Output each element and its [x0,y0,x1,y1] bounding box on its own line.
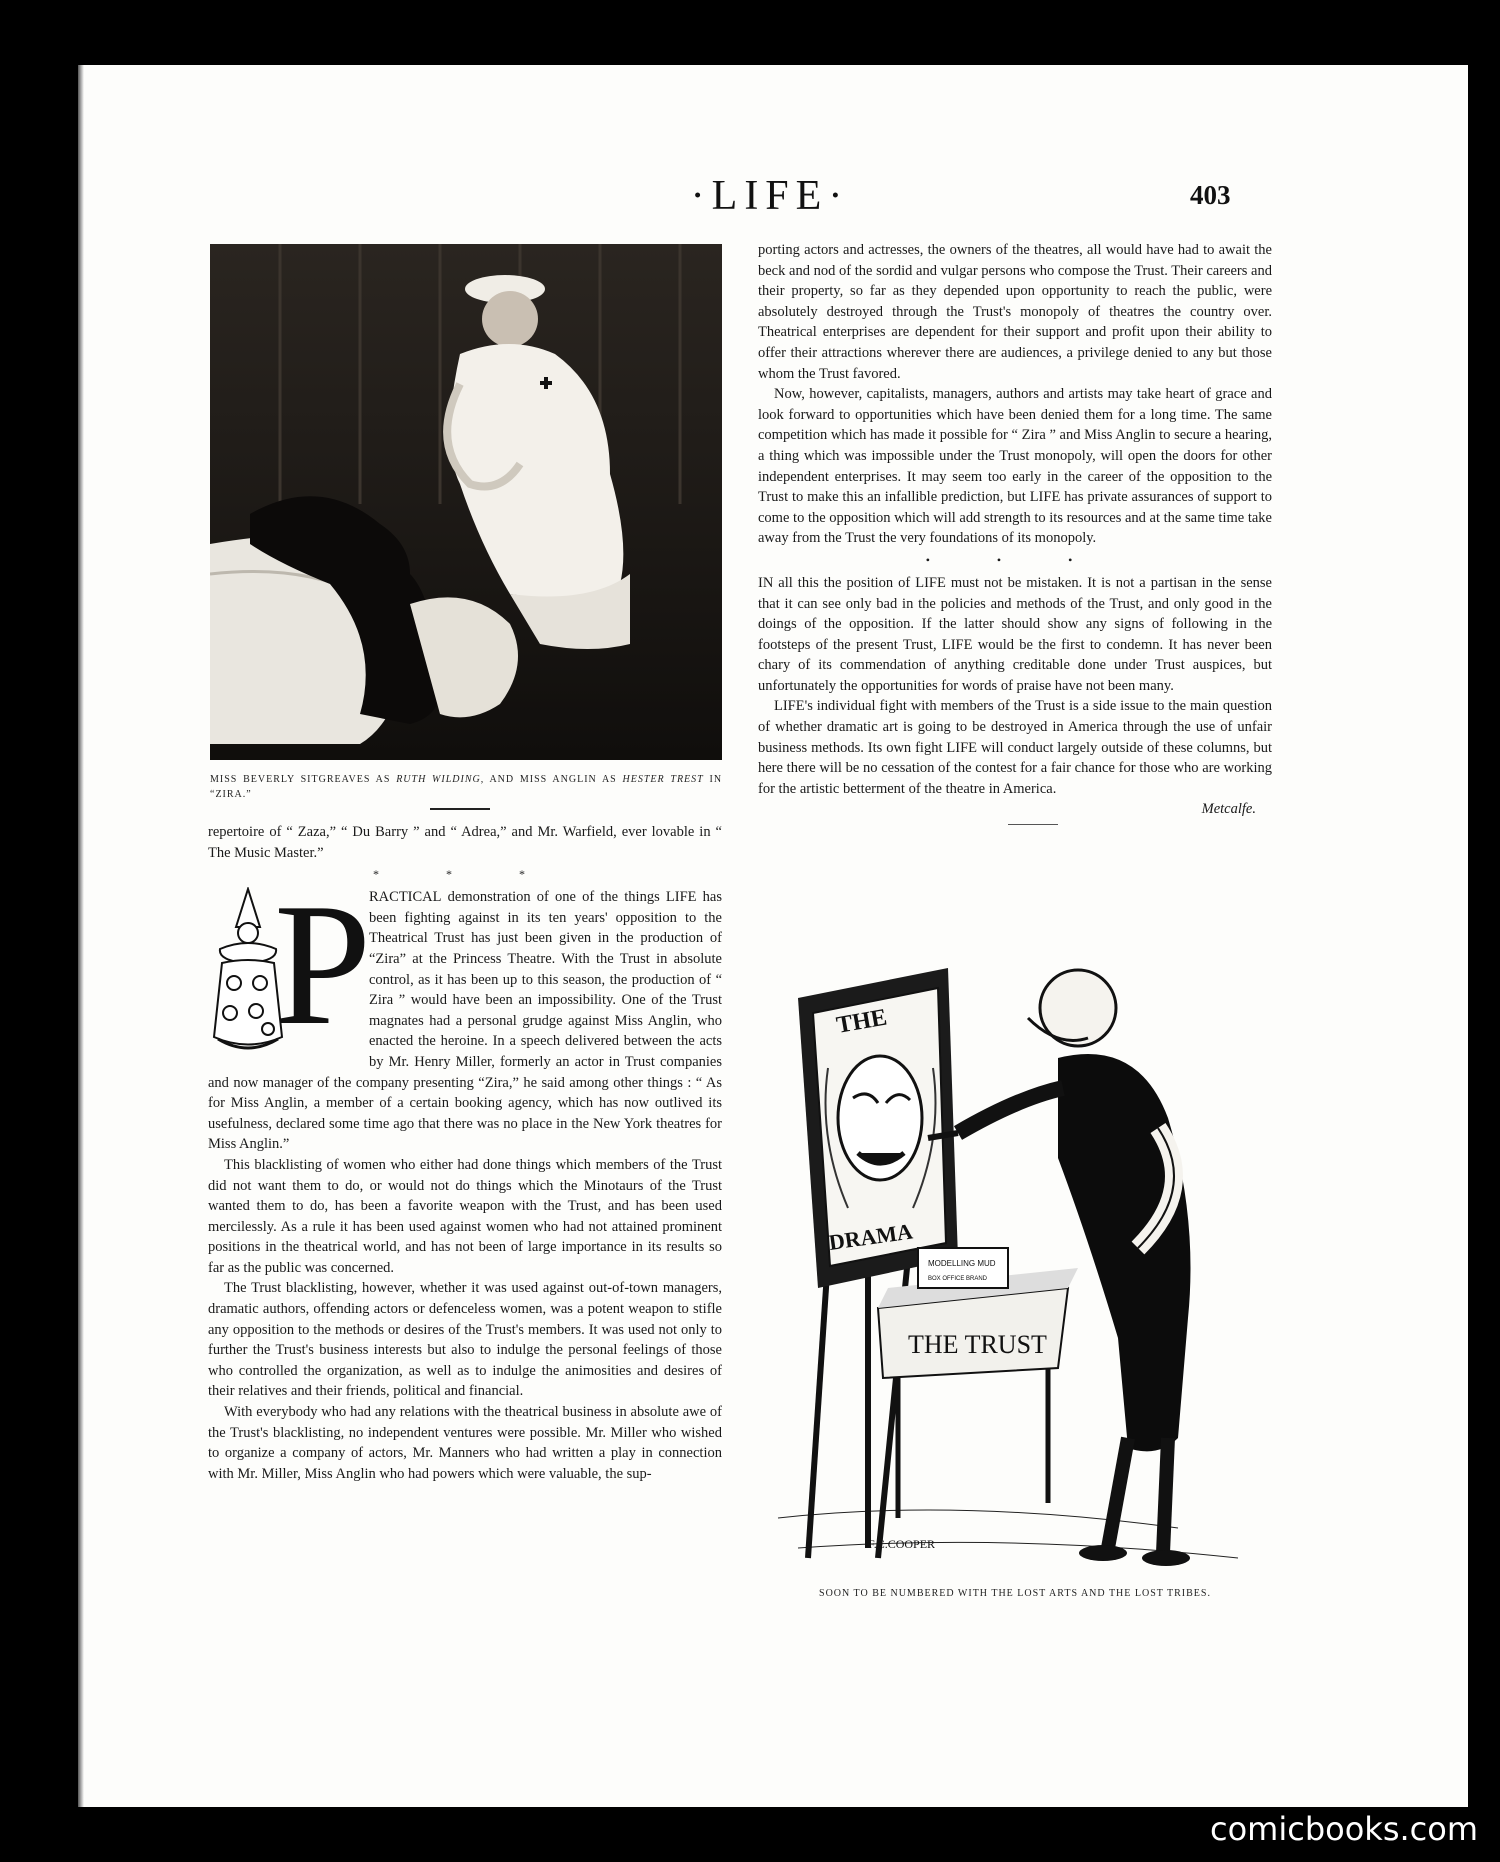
article-paragraph: IN all this the position of LIFE must not be mistaken. It is not a partisan in the sense that it can see only bad in the policies and methods of the Trust, and only good in the doings of the opposition. If the latter should show any signs of following in the footsteps of the present Trust, LIFE would be the first to condemn. It has never been chary of its commendation of anything creditable done under Trust auspices, but unfortunately the opportunities for words of praise have not been many. [758,574,1272,694]
caption-role: HESTER TREST [622,774,704,785]
article-paragraph: This blacklisting of women who either had done things which members of the Trust did not want them to do, or would not do things which the Minotaurs of the Trust wanted them to do, has been a favorite weapon with the Trust, and has been used mercilessly. As a rule it has been used against women who had not attained prominent positions in the theatrical world, and has not been of large importance in its results so far as the public was concerned. [208,1156,722,1276]
article-paragraph [208,867,722,1155]
page-fold-shadow [78,65,84,1807]
table-label: THE TRUST [908,1330,1047,1359]
author-signature: Metcalfe. [1201,801,1256,818]
artist-signature: F.C.COOPER [868,1537,936,1551]
paragraph-text: demonstration of one of the things LIFE has been fighting against in its ten years' opposition to the Theatrical Trust has just been given in the production of “Zira” at the Princess Theatre. With the Trust in absolute control, as it has been up to this season, the production of “ Zira ” would have been an impossibility. One of the Trust magnates had a personal grudge against Miss Anglin, who enacted the heroine. In a speech delivered between the acts by Mr. Henry Miller, formerly an actor in Trust companies and now manager of the company presenting “Zira,” he said among other things : “ As for Miss Anglin, a member of a certain booking agency, which has now outlived its usefulness, declared some time ago that there was no place in the New York theatres for Miss Anglin.” [208,889,722,1153]
caption-divider [430,808,490,810]
stage-photo [210,244,722,760]
section-break: • • • [925,552,1105,567]
page-number: 403 [1190,180,1231,210]
easel-bottom-label: DRAMA [827,1218,915,1255]
article-paragraph: porting actors and actresses, the owners of the theatres, all would have had to await the beck and nod of the sordid and vulgar persons who compose the Trust. Their careers and their property, so far as they depended upon opportunity to reach the public, were absolutely destroyed through the Trust's monopoly of theatres the country over. Theatrical enterprises are dependent for their support and profit upon their ability to offer their attractions wherever there are audiences, a privilege denied to any but those whom the Trust favored. [758,242,1272,382]
masthead: ·LIFE· [690,173,850,219]
drop-cap-letter: P [274,867,372,1062]
caption-text: MISS BEVERLY SITGREAVES AS [210,774,391,785]
box-sub-label: BOX OFFICE BRAND [928,1276,988,1282]
article-left-column [208,822,722,1484]
lead-word: RACTICAL [369,889,442,906]
stage-photo-illustration [210,244,722,760]
article-right-column [758,240,1272,825]
drop-cap [208,867,372,1062]
article-paragraph: With everybody who had any relations with the theatrical business in absolute awe of the Trust's blacklisting, no independent ventures were possible. Mr. Miller who wished to organize a company of actors, Mr. Manners who had written a play in connection with Mr. Miller, Miss Anglin who had powers which were valuable, the sup- [208,1404,722,1482]
caption-role: RUTH WILDING, [396,774,485,785]
article-paragraph: repertoire of “ Zaza,” “ Du Barry ” and “ Adrea,” and Mr. Warfield, ever lovable in “ The Music Master.” [208,824,722,861]
article-paragraph: Now, however, capitalists, managers, authors and artists may take heart of grace and look forward to opportunities which have been denied them for a long time. The same competition which has made it possible for “ Zira ” and Miss Anglin to secure a hearing, a thing which was impossible under the Trust monopoly, will open the doors for other independent enterprises. It may seem too early in the career of the opposition to the Trust to make this an infallible prediction, but LIFE has private assurances of support to come to the opposition which will add strength to its resources and at the same time take away from the Trust the very foundations of its monopoly. [758,386,1272,547]
cartoon-illustration [758,958,1272,1578]
photo-caption [210,772,722,802]
caption-text: IN “ZIRA.” [210,774,723,800]
signature-divider [1008,824,1058,825]
article-paragraph: LIFE's individual fight with members of the Trust is a side issue to the main question of whether dramatic art is going to be destroyed in America through the use of unfair business methods. Its own fight LIFE will conduct largely outside of these columns, but here there will be no cessation of the contest for a fair chance for those who are working for the artistic betterment of the theatre in America. [758,698,1272,797]
watermark: comicbooks.com [1209,1810,1478,1848]
easel-top-label: THE [834,1004,889,1039]
section-break: * * * [373,867,557,882]
editorial-cartoon [758,958,1272,1578]
cartoon-caption: SOON TO BE NUMBERED WITH THE LOST ARTS AND THE LOST TRIBES. [819,1588,1211,1599]
article-paragraph: The Trust blacklisting, however, whether it was used against out-of-town managers, dramatic authors, offending actors or defenceless women, was a potent weapon to stifle any opposition to the methods or desires of the Trust's members. It was used not only to further the Trust's business interests but also to indulge the personal feelings of those who controlled the organization, as well as to indulge the animosities and desires of their relatives and their friends, political and financial. [208,1280,722,1400]
box-label: MODELLING MUD [928,1259,996,1268]
caption-text: AND MISS ANGLIN AS [489,774,617,785]
